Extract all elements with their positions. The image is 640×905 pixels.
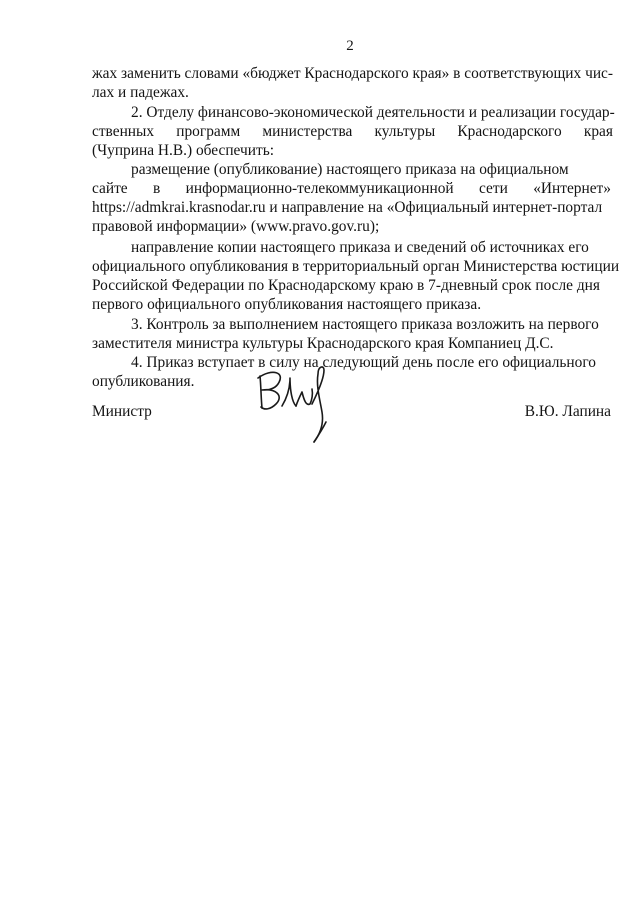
paragraph-justified-line: [92, 179, 611, 198]
paragraph-line: Российской Федерации по Краснодарскому краю в 7-дневный срок после дня: [92, 277, 600, 294]
word: сайте: [92, 180, 128, 197]
paragraph-line: 4. Приказ вступает в силу на следующий день после его официального: [131, 354, 596, 371]
paragraph-line: лах и падежах.: [92, 84, 189, 101]
word: информационно-телекоммуникационной: [185, 180, 454, 197]
paragraph-justified-line: [92, 122, 613, 141]
word: министерства: [262, 123, 353, 140]
word: ственных: [92, 123, 155, 140]
paragraph-line: первого официального опубликования настоящего приказа.: [92, 296, 482, 313]
paragraph-line: опубликования.: [92, 373, 195, 390]
page-number: 2: [346, 38, 354, 54]
paragraph-line: правовой информации» (www.pravo.gov.ru);: [92, 218, 380, 235]
paragraph-line: 2. Отделу финансово-экономической деятельности и реализации государ-: [131, 104, 615, 121]
paragraph-line: жах заменить словами «бюджет Краснодарского края» в соответствующих чис-: [92, 65, 614, 82]
word: «Интернет»: [533, 180, 611, 197]
paragraph-line: направление копии настоящего приказа и сведений об источниках его: [131, 239, 589, 256]
word: Краснодарского: [457, 123, 562, 140]
word: культуры: [374, 123, 436, 140]
paragraph-line: официального опубликования в территориальный орган Министерства юстиции: [92, 258, 620, 275]
paragraph-line: 3. Контроль за выполнением настоящего приказа возложить на первого: [131, 316, 599, 333]
word: сети: [479, 180, 508, 197]
paragraph-line: заместителя министра культуры Краснодарского края Компаниец Д.С.: [92, 335, 554, 352]
word: края: [583, 123, 613, 140]
handwritten-signature: [252, 362, 348, 446]
signatory-name: В.Ю. Лапина: [524, 403, 611, 420]
paragraph-line: (Чуприна Н.В.) обеспечить:: [92, 142, 275, 159]
paragraph-line: размещение (опубликование) настоящего приказа на официальном: [131, 161, 569, 178]
signatory-title: Министр: [92, 403, 152, 420]
word: в: [153, 180, 161, 197]
paragraph-line: https://admkrai.krasnodar.ru и направление на «Официальный интернет-портал: [92, 199, 603, 216]
word: программ: [176, 123, 241, 140]
